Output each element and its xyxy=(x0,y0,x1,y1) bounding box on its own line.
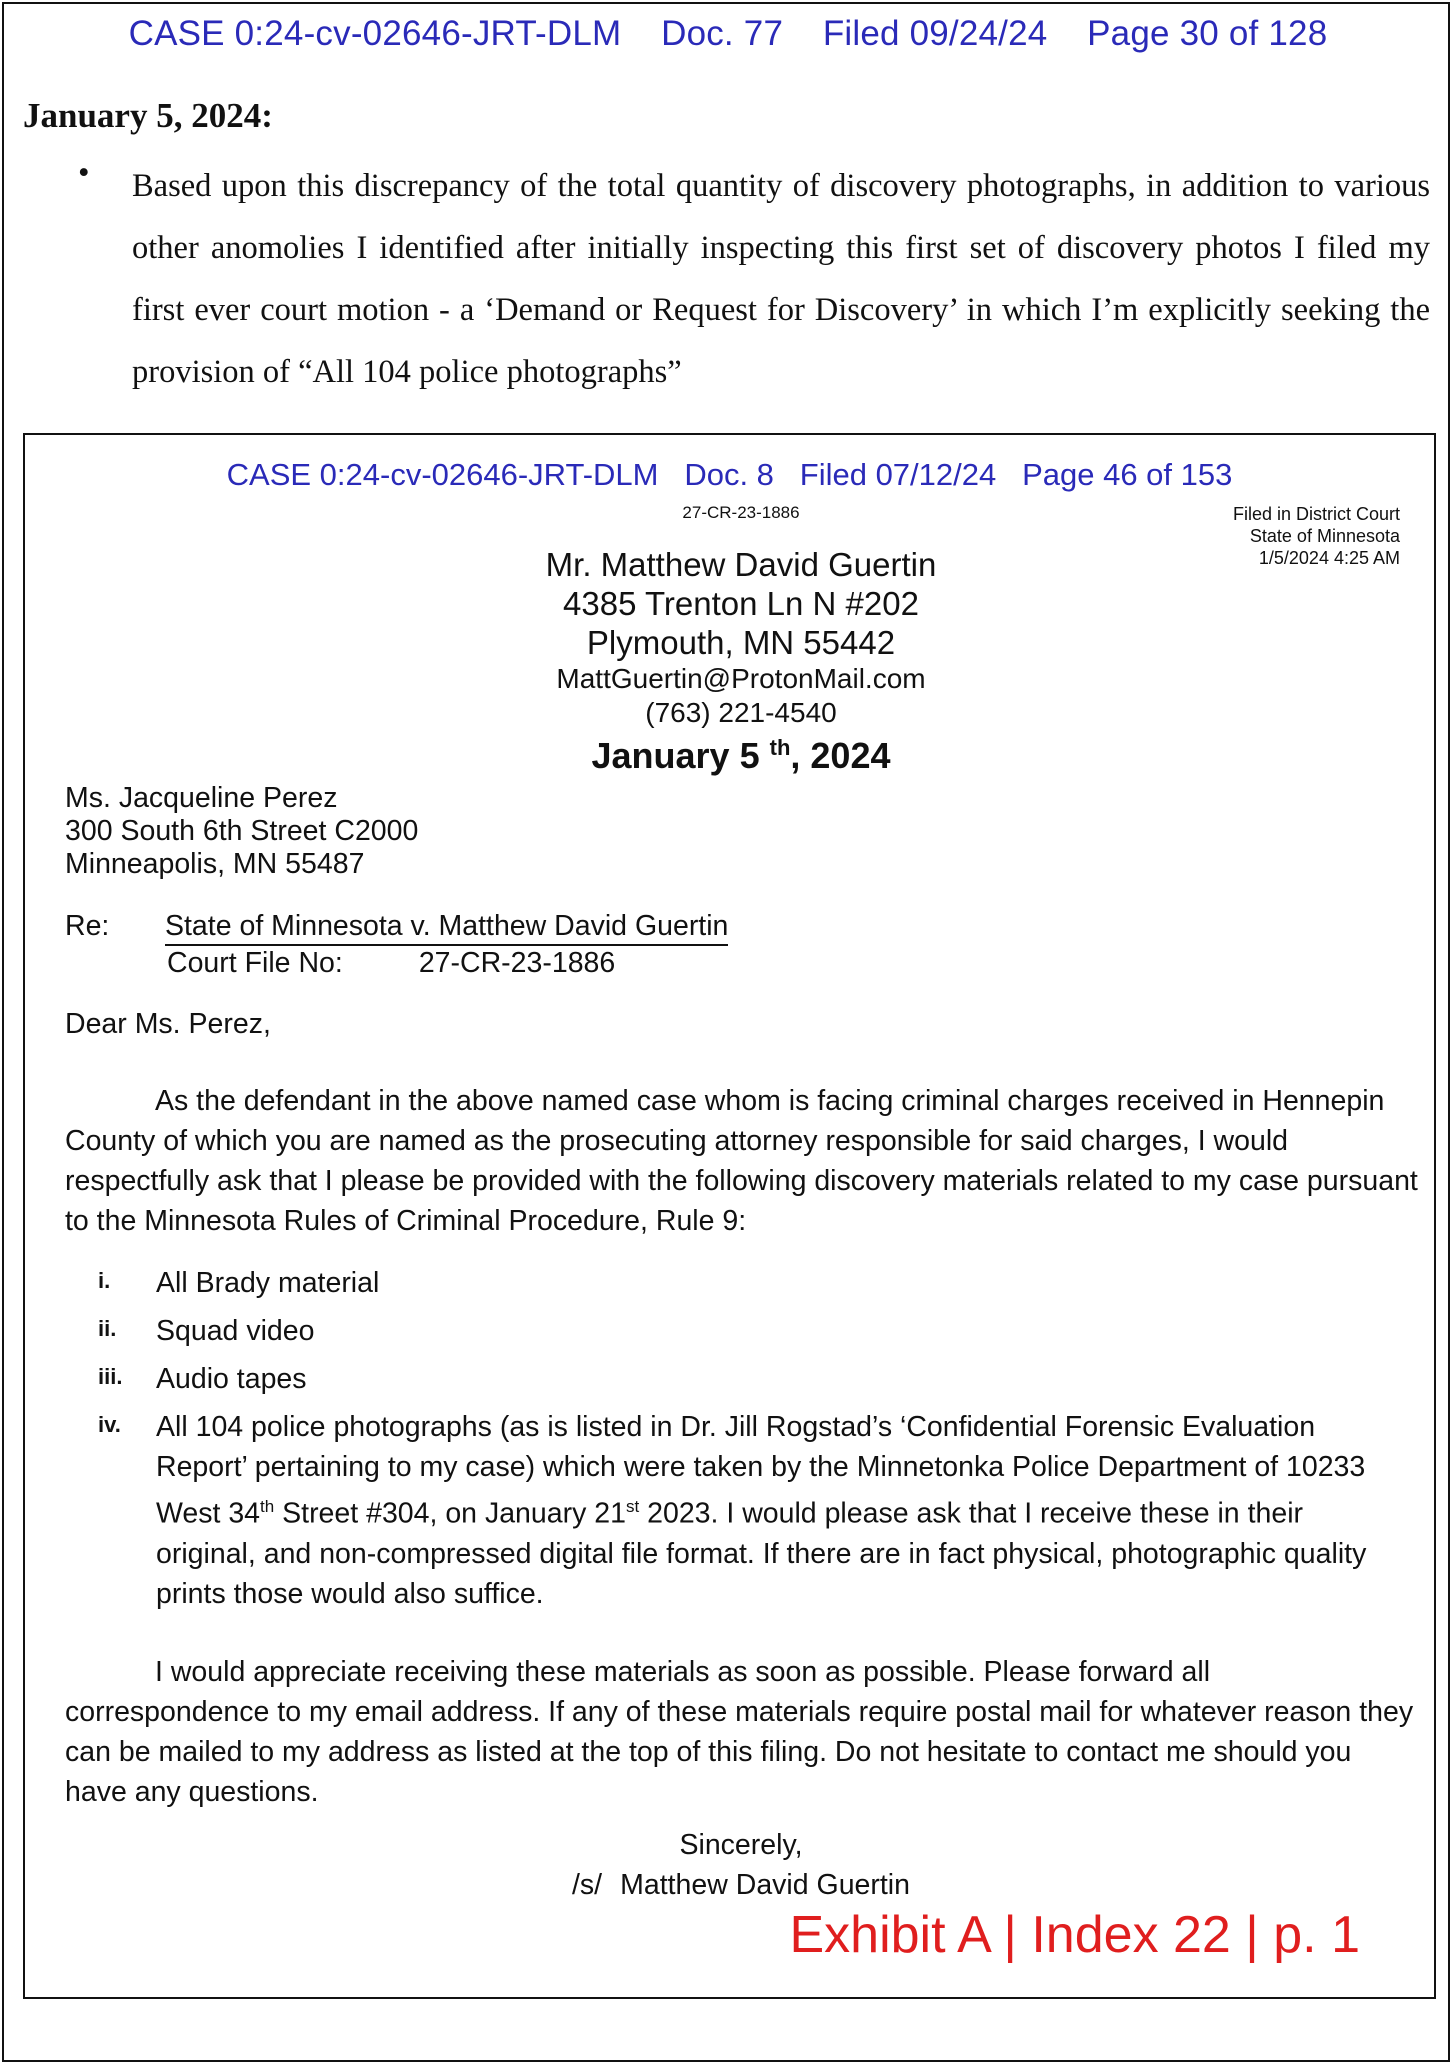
letter-paragraph-1 xyxy=(65,1081,1420,1241)
list-item-text: Audio tapes xyxy=(156,1363,307,1395)
recipient-block xyxy=(65,782,418,881)
letter-paragraph-2 xyxy=(65,1652,1420,1812)
re-file-number: 27-CR-23-1886 xyxy=(418,947,616,979)
entry-bullet-item xyxy=(78,155,1430,403)
recipient-city: Minneapolis, MN 55487 xyxy=(65,848,365,880)
exhibit-case-stamp: CASE 0:24-cv-02646-JRT-DLM Doc. 8 Filed 07/12/24 Page 46 of 153 xyxy=(226,457,1233,492)
closing-block xyxy=(25,1825,1456,1905)
list-item-number: ii. xyxy=(98,1316,117,1341)
paragraph-2-text: I would appreciate receiving these materials as soon as possible. Please forward all correspondence to my email address. If any of these materials require postal mail for whatever reason they can be mailed to my address as listed at the top of this filing. Do not hesitate to contact me should you have any questions. xyxy=(65,1656,1414,1808)
bullet-marker: • xyxy=(78,155,90,191)
re-file-label: Court File No: xyxy=(167,947,343,979)
list-item-text: Squad video xyxy=(156,1315,315,1347)
list-item-text: All Brady material xyxy=(156,1267,380,1299)
sender-block xyxy=(25,545,1456,730)
letter-date xyxy=(25,735,1456,777)
list-item xyxy=(65,1263,1405,1303)
exhibit-letter-image xyxy=(23,433,1436,1999)
sender-email: MattGuertin@ProtonMail.com xyxy=(556,663,926,694)
re-case-title: State of Minnesota v. Matthew David Guertin xyxy=(165,910,728,946)
case-header-stamp: CASE 0:24-cv-02646-JRT-DLM Doc. 77 Filed 09/24/24 Page 30 of 128 xyxy=(128,14,1328,53)
list-item-text-b: Street #304, on January 21 xyxy=(274,1497,626,1530)
list-item xyxy=(65,1359,1405,1399)
sender-street: 4385 Trenton Ln N #202 xyxy=(563,585,919,622)
list-item-text-c: 2023. I would please ask that I receive these in their original, and non-compressed digital file format. If there are in fact physical, photographic quality prints those would also suffice. xyxy=(156,1497,1367,1610)
entry-bullet-text: Based upon this discrepancy of the total quantity of discovery photographs, in addition to various other anomolies I identified after initially inspecting this first set of discovery photos I filed my first ever court motion - a ‘Demand or Request for Discovery’ in which I’m explicitly seeking the provision of “All 104 police photographs” xyxy=(132,168,1430,390)
district-case-number: 27-CR-23-1886 xyxy=(682,503,800,522)
paragraph-1-text: As the defendant in the above named case whom is facing criminal charges received in Hennepin County of which you are named as the prosecuting attorney responsible for said charges, I would respectfully ask that I please be provided with the following discovery materials related to my case pursuant to the Minnesota Rules of Criminal Procedure, Rule 9: xyxy=(65,1085,1418,1237)
sender-city: Plymouth, MN 55442 xyxy=(586,624,896,661)
valediction: Sincerely, xyxy=(679,1829,803,1861)
discovery-request-list xyxy=(65,1263,1405,1622)
signature-prefix: /s/ xyxy=(572,1869,603,1901)
list-item xyxy=(65,1311,1405,1351)
exhibit-index-label: Exhibit A | Index 22 | p. 1 xyxy=(789,1906,1360,1964)
recipient-street: 300 South 6th Street C2000 xyxy=(65,815,419,847)
filed-stamp-line1: Filed in District Court xyxy=(1232,504,1400,524)
signature-name: Matthew David Guertin xyxy=(620,1869,910,1901)
filed-stamp-line3: 1/5/2024 4:25 AM xyxy=(1258,548,1400,568)
re-court-file xyxy=(167,947,615,980)
list-item-text-a: All 104 police photographs (as is listed in Dr. Jill Rogstad’s ‘Confidential Forensic Evaluation Report’ pertaining to my case) which were taken by the Minnetonka Police Department of 10233 West 34 xyxy=(156,1411,1366,1530)
letter-date-prefix: January 5 xyxy=(591,735,760,776)
letter-date-year: , 2024 xyxy=(790,735,891,776)
filed-stamp-line2: State of Minnesota xyxy=(1249,526,1400,546)
letter-date-suffix: th xyxy=(769,735,791,760)
sender-name: Mr. Matthew David Guertin xyxy=(545,546,937,583)
entry-date-heading: January 5, 2024: xyxy=(23,96,273,135)
sender-phone: (763) 221-4540 xyxy=(645,697,837,728)
signature-line xyxy=(25,1865,1456,1905)
list-item-sup-b: st xyxy=(625,1497,640,1516)
list-item-number: iii. xyxy=(98,1364,123,1389)
salutation: Dear Ms. Perez, xyxy=(65,1008,271,1040)
list-item-sup-a: th xyxy=(260,1497,275,1516)
list-item-number: iv. xyxy=(98,1412,121,1437)
list-item xyxy=(65,1407,1405,1614)
re-label: Re: xyxy=(65,910,110,942)
list-item-number: i. xyxy=(98,1268,111,1293)
recipient-name: Ms. Jacqueline Perez xyxy=(65,782,338,814)
